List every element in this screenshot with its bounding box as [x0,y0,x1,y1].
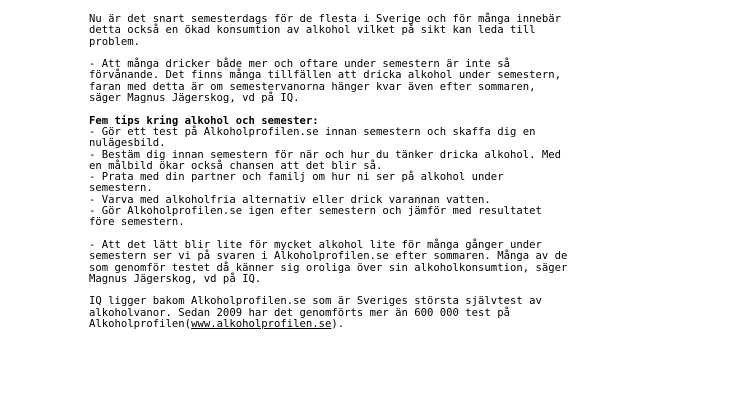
tips-section [89,116,689,229]
text-line: - Att många dricker både mer och oftare under semestern är inte så [89,58,510,71]
text-line: IQ ligger bakom Alkoholprofilen.se som är Sveriges största självtest av [89,295,542,308]
text-line: förvånande. Det finns många tillfällen att dricka alkohol under semestern, [89,69,561,82]
text-line: säger Magnus Jägerskog, vd på IQ. [89,92,300,105]
about-paragraph [89,296,689,330]
text-line-with-link [89,319,689,330]
link-suffix: ). [331,318,345,331]
document-body [89,14,689,342]
alkoholprofilen-link[interactable]: www.alkoholprofilen.se [191,318,332,331]
text-line: faran med detta är om semestervanorna hänger kvar även efter sommaren, [89,80,536,93]
tip-line: - Gör ett test på Alkoholprofilen.se innan semestern och skaffa dig en [89,125,536,138]
text-line: - Att det lätt blir lite för mycket alkohol lite för många gånger under [89,238,542,251]
quote-paragraph-1 [89,59,689,104]
text-line: problem. [89,35,141,48]
tip-line: - Varva med alkoholfria alternativ eller drick varannan vatten. [89,193,491,206]
text-line: Magnus Jägerskog, vd på IQ. [89,272,262,285]
text-line: detta också en ökad konsumtion av alkohol vilket på sikt kan leda till [89,24,536,37]
tip-line: semestern. [89,182,153,195]
tip-line: - Bestäm dig innan semestern för när och hur du tänker dricka alkohol. Med [89,148,561,161]
link-prefix: Alkoholprofilen( [89,318,192,331]
text-line: Nu är det snart semesterdags för de flesta i Sverige och för många innebär [89,13,561,25]
text-line: som genomför testet då känner sig oroliga över sin alkoholkonsumtion, säger [89,261,568,274]
tip-line: - Gör Alkoholprofilen.se igen efter semestern och jämför med resultatet [89,205,542,218]
tip-line: - Prata med din partner och familj om hur ni ser på alkohol under [89,171,504,184]
quote-paragraph-2 [89,240,689,285]
tip-line: en målbild ökar också chansen att det blir så. [89,159,383,172]
text-line: semestern ser vi på svaren i Alkoholprofilen.se efter sommaren. Många av de [89,250,568,263]
tips-heading: Fem tips kring alkohol och semester: [89,114,319,127]
tip-line: före semestern. [89,216,185,229]
intro-paragraph [89,14,689,48]
tip-line: nulägesbild. [89,137,166,150]
text-line: alkoholvanor. Sedan 2009 har det genomförts mer än 600 000 test på [89,306,510,319]
